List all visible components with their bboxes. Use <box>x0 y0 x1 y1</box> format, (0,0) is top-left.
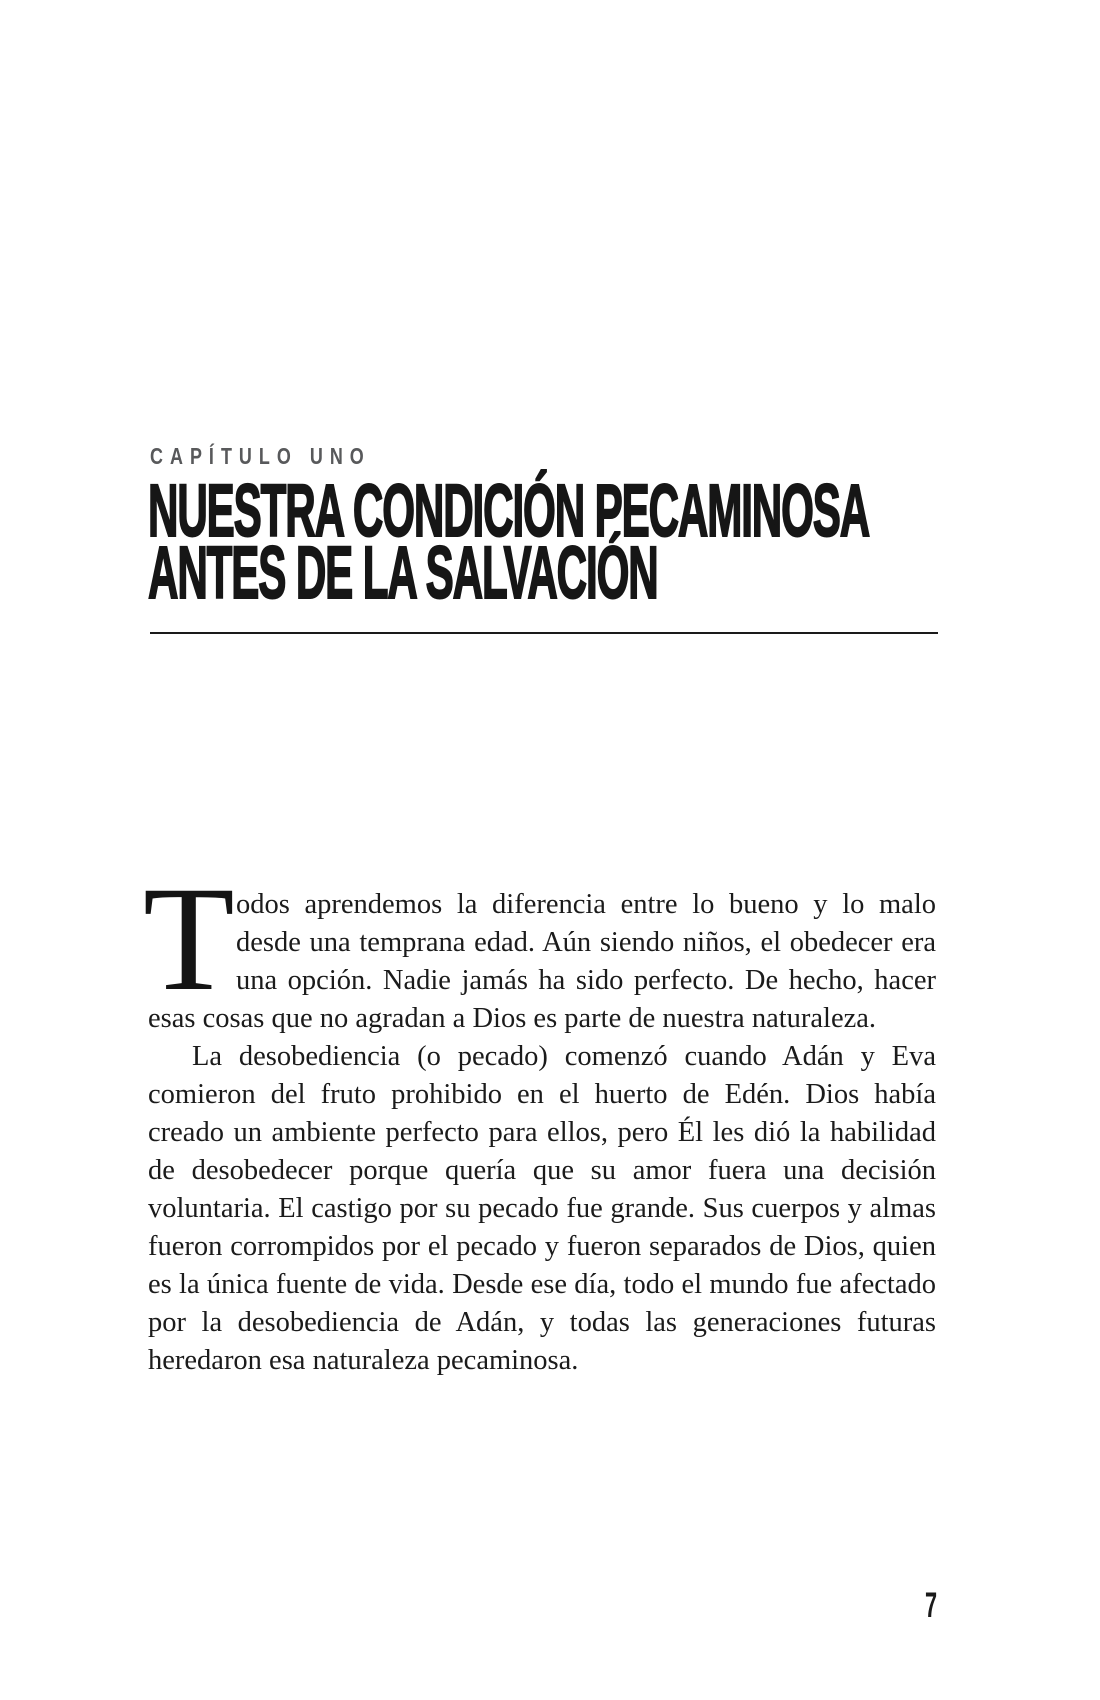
dropcap-letter: T <box>143 856 235 1022</box>
chapter-title <box>148 469 870 614</box>
page-number: 7 <box>925 1586 938 1625</box>
chapter-title-line-1: NUESTRA CONDICIÓN PECAMINOSA <box>148 469 870 552</box>
title-divider-rule <box>150 632 938 634</box>
dropcap-container <box>143 856 236 1022</box>
paragraph-1-text: odos aprendemos la diferencia entre lo bueno y lo malo desde una temprana edad. Aún siendo niños, el obedecer era una opción. Nadie jamás ha sido perfecto. De hecho, hacer esas cosas que no agradan a Dios es parte de nuestra naturaleza. <box>148 889 936 1034</box>
body-text <box>143 856 936 1380</box>
chapter-title-line-2: ANTES DE LA SALVACIÓN <box>148 531 658 614</box>
paragraph-2: La desobediencia (o pecado) comenzó cuando Adán y Eva comieron del fruto prohibido en el huerto de Edén. Dios había creado un ambiente perfecto para ellos, pero Él les dió la habilidad de desobedecer porque quería que su amor fuera una decisión voluntaria. El castigo por su pecado fue grande. Sus cuerpos y almas fueron corrompidos por el pecado y fueron separados de Dios, quien es la única fuente de vida. Desde ese día, todo el mundo fue afectado por la desobediencia de Adán, y todas las generaciones futuras heredaron esa naturaleza pecaminosa. <box>148 1041 936 1376</box>
chapter-kicker: CAPÍTULO UNO <box>150 443 371 469</box>
paragraph-1 <box>143 856 936 1038</box>
